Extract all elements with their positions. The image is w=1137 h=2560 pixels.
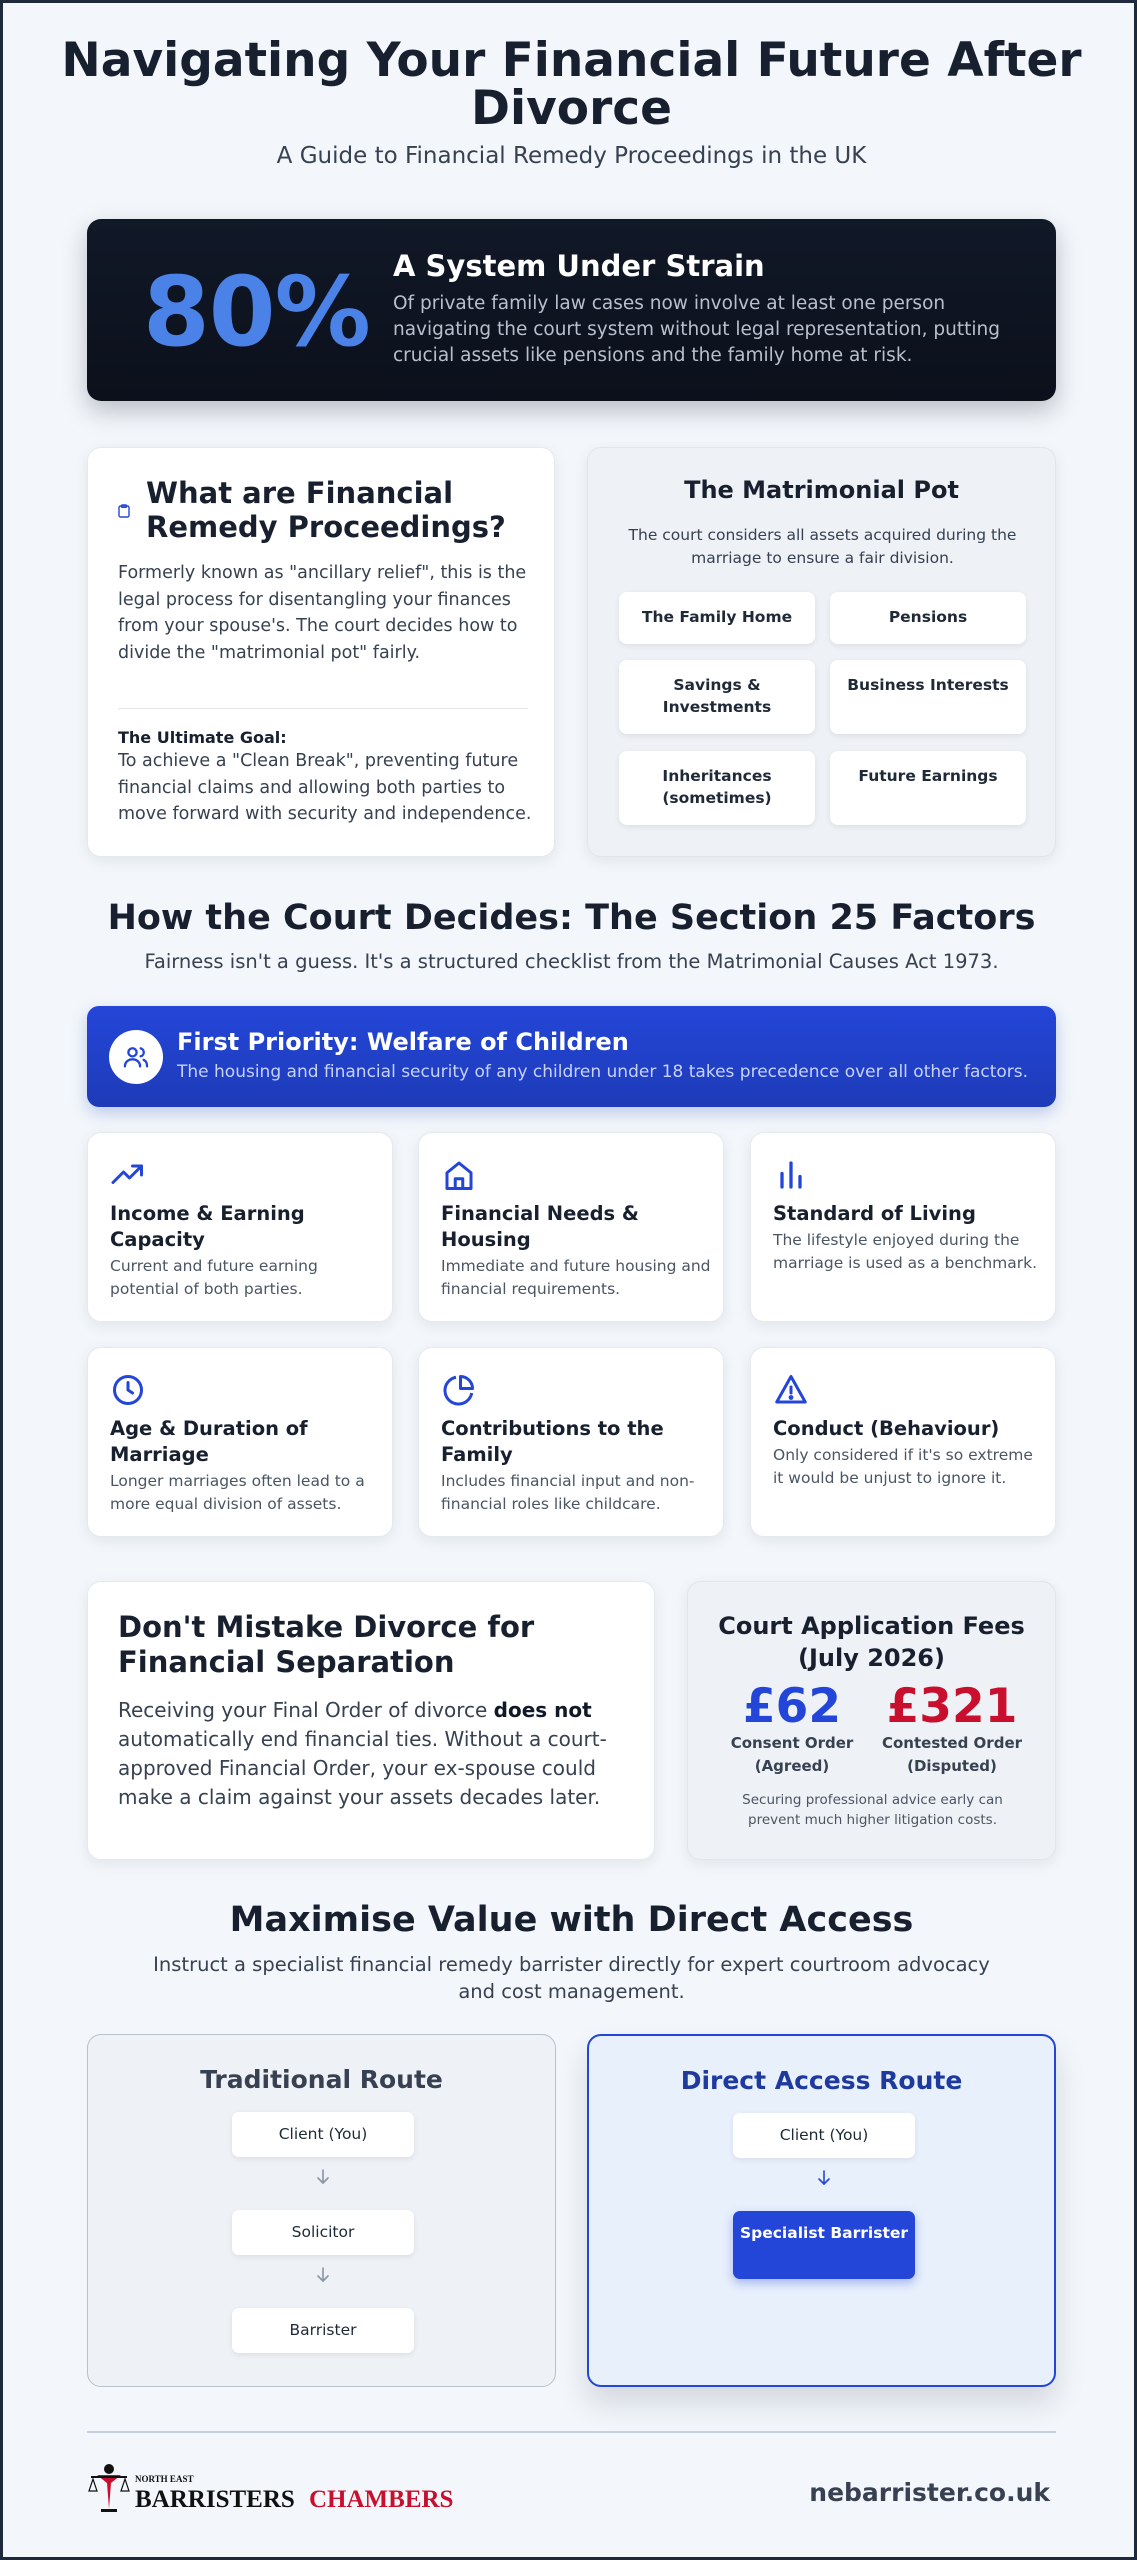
factor-card-age [87,1347,393,1537]
factor-text: Longer marriages often lead to a more equal division of assets. [110,1472,365,1513]
factor-card-living [750,1132,1056,1322]
matrimonial-pot-card [587,447,1056,857]
divorce-title: Don't Mistake Divorce for Financial Separation [118,1610,535,1679]
clock-icon [110,1372,146,1408]
priority-text: The housing and financial security of any children under 18 takes precedence over all other factors. [177,1062,1029,1082]
children-priority-banner [87,1006,1056,1107]
direct-access-subtitle: Instruct a specialist financial remedy barrister directly for expert courtroom advocacy and cost management. [153,1953,990,2003]
chambers-logo [87,2461,487,2521]
factor-text: Immediate and future housing and financial requirements. [441,1257,711,1298]
svg-text:NORTH EAST: NORTH EAST [135,2474,194,2484]
asset-item: Inheritances (sometimes) [619,751,815,825]
page-subtitle: A Guide to Financial Remedy Proceedings in the UK [276,143,867,169]
matrimonial-pot-description: The court considers all assets acquired during the marriage to ensure a fair division. [628,526,1017,567]
website-link[interactable]: nebarrister.co.uk [809,2478,1050,2507]
court-fees-card [687,1581,1056,1860]
bar-chart-icon [773,1157,809,1193]
fees-note: Securing professional advice early can prevent much higher litigation costs. [742,1792,1003,1828]
factor-text: Current and future earning potential of both parties. [110,1257,318,1298]
svg-text:CHAMBERS: CHAMBERS [309,2486,454,2513]
direct-access-route-panel [587,2034,1056,2387]
asset-item: Savings & Investments [619,660,815,734]
divorce-text-part: automatically end financial ties. Without a court-approved Financial Order, your ex-spouse could make a claim against your assets decades later. [118,1727,607,1809]
factor-card-contributions [418,1347,724,1537]
asset-item: The Family Home [619,592,815,644]
factor-text: Includes financial input and non-financial roles like childcare. [441,1472,695,1513]
divorce-text-emphasis: does not [493,1698,592,1722]
home-icon [441,1157,477,1193]
factor-title: Standard of Living [773,1202,976,1225]
financial-remedy-card [87,447,555,857]
warning-icon [773,1372,809,1408]
route-step-solicitor: Solicitor [232,2210,414,2255]
clipboard-icon [118,504,130,518]
factor-title: Contributions to the Family [441,1417,664,1466]
factor-text: Only considered if it's so extreme it would be unjust to ignore it. [773,1446,1033,1487]
page-title: Navigating Your Financial Future After Divorce [61,33,1082,136]
divorce-text [118,1696,618,1812]
fees-title: Court Application Fees (July 2026) [718,1612,1025,1672]
arrow-down-icon [312,2264,334,2286]
factor-card-needs [418,1132,724,1322]
section25-title: How the Court Decides: The Section 25 Factors [107,898,1036,938]
asset-item: Pensions [830,592,1026,644]
traditional-route-title: Traditional Route [200,2065,443,2094]
arrow-down-icon [813,2167,835,2189]
asset-item: Business Interests [830,660,1026,734]
factor-text: The lifestyle enjoyed during the marriage is used as a benchmark. [773,1231,1038,1272]
route-step-client: Client (You) [733,2113,915,2158]
consent-fee-amount: £62 [742,1679,842,1734]
pie-chart-icon [441,1372,477,1408]
children-icon-badge [109,1030,163,1084]
goal-text: To achieve a "Clean Break", preventing future financial claims and allowing both parties to move forward with security and independence. [118,751,532,824]
arrow-down-icon [312,2166,334,2188]
financial-remedy-description: Formerly known as "ancillary relief", this is the legal process for disentangling your finances from your spouse's. The court decides how to divide the "matrimonial pot" fairly. [118,563,527,663]
factor-title: Financial Needs & Housing [441,1202,639,1251]
factor-card-conduct [750,1347,1056,1537]
factor-title: Conduct (Behaviour) [773,1417,1000,1440]
factor-title: Income & Earning Capacity [110,1202,305,1251]
divider [118,708,528,709]
traditional-route-panel [87,2034,556,2387]
strain-title: A System Under Strain [393,249,765,283]
divorce-warning-card [87,1581,655,1860]
users-icon [122,1043,150,1071]
section25-subtitle: Fairness isn't a guess. It's a structured checklist from the Matrimonial Causes Act 1973. [144,950,999,973]
route-step-client: Client (You) [232,2112,414,2157]
svg-text:BARRISTERS: BARRISTERS [135,2486,295,2513]
contested-fee-label: Contested Order (Disputed) [881,1734,1023,1775]
divorce-text-part: Receiving your Final Order of divorce [118,1698,494,1722]
consent-fee-label: Consent Order (Agreed) [730,1734,854,1775]
route-step-specialist-barrister: Specialist Barrister [733,2211,915,2279]
factor-card-income [87,1132,393,1322]
footer-divider [87,2431,1056,2433]
factor-title: Age & Duration of Marriage [110,1417,308,1466]
strain-text: Of private family law cases now involve at least one person navigating the court system without legal representation, putting crucial assets like pensions and the family home at risk. [393,293,1001,366]
goal-label: The Ultimate Goal: [118,728,287,747]
contested-fee-amount: £321 [886,1679,1018,1734]
priority-title: First Priority: Welfare of Children [177,1028,629,1056]
direct-access-title: Maximise Value with Direct Access [229,1900,914,1940]
financial-remedy-title: What are Financial Remedy Proceedings? [146,476,506,544]
route-step-barrister: Barrister [232,2308,414,2353]
direct-route-title: Direct Access Route [680,2066,963,2095]
matrimonial-pot-title: The Matrimonial Pot [684,476,959,504]
trending-up-icon [110,1157,146,1193]
strain-banner [87,219,1056,401]
strain-stat: 80% [143,256,370,368]
asset-item: Future Earnings [830,751,1026,825]
